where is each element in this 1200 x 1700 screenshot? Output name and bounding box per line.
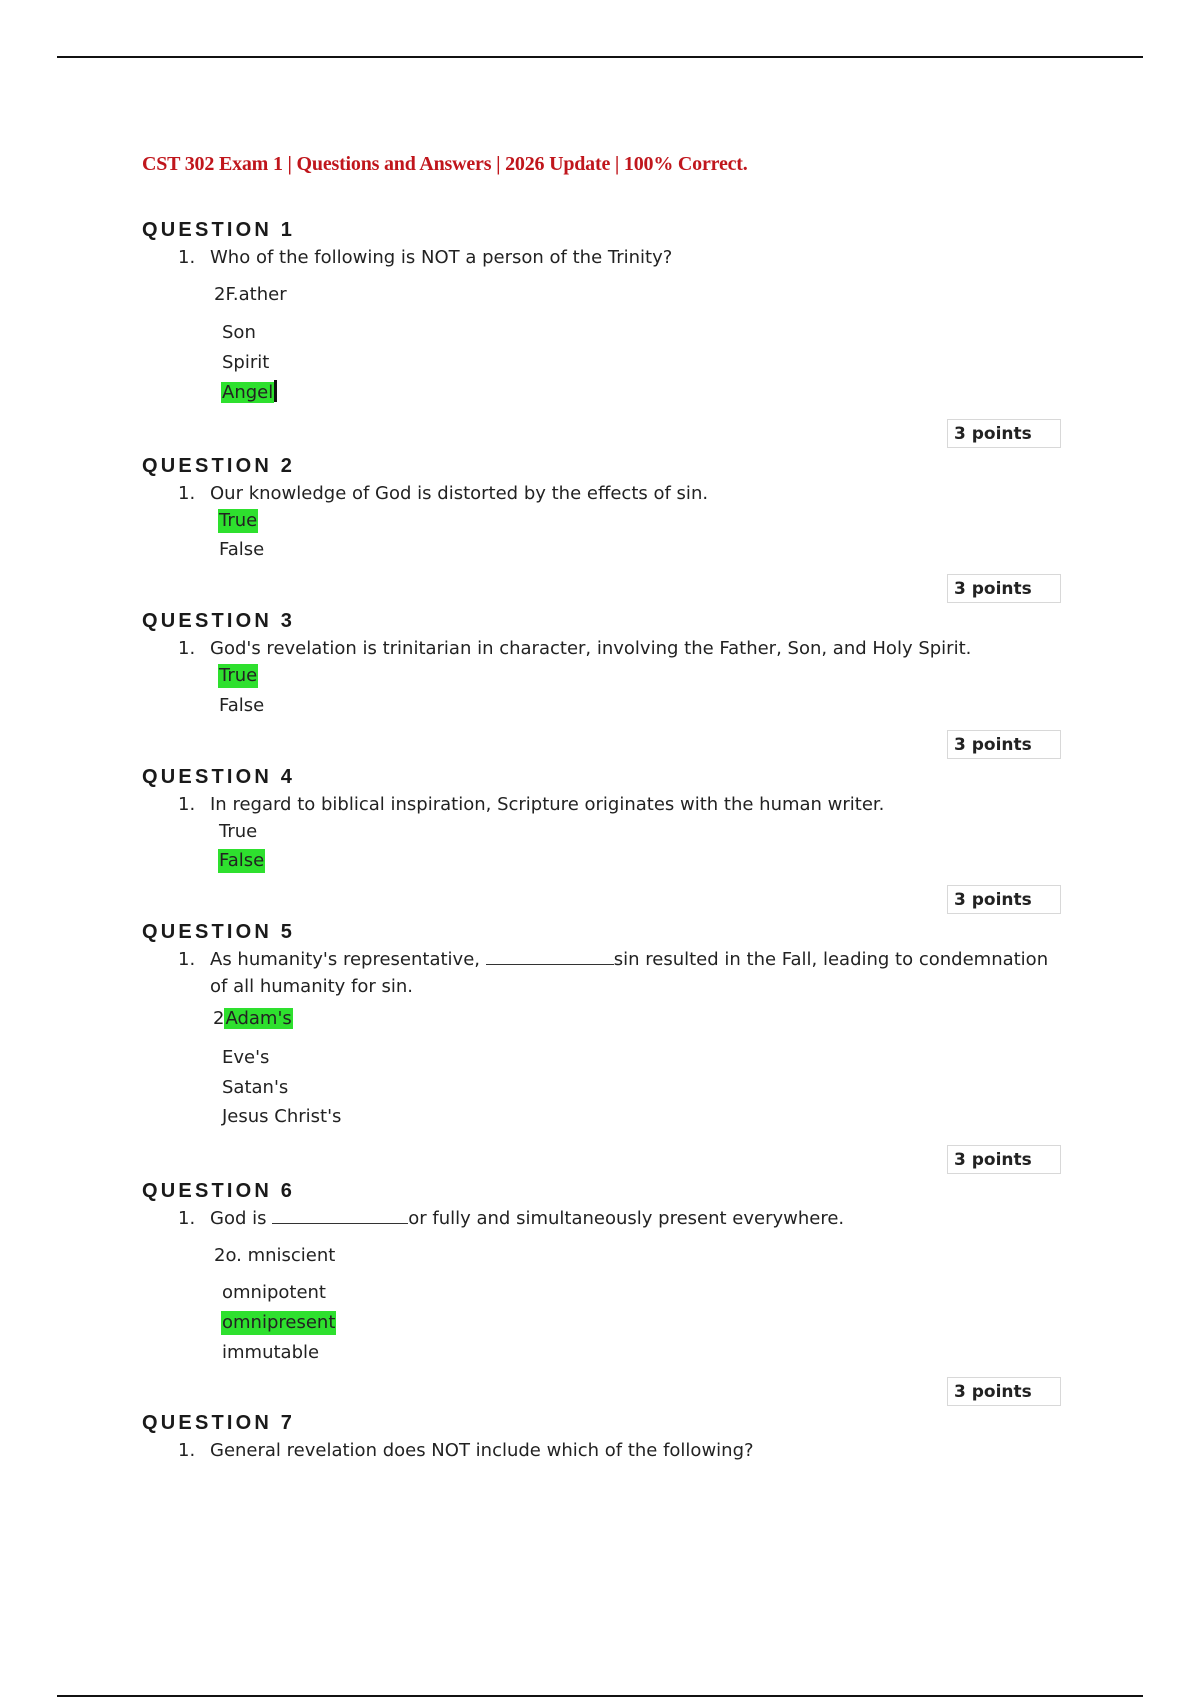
question-6-option-1[interactable]: 2o. mniscient <box>214 1245 336 1266</box>
question-1-heading: QUESTION 1 <box>142 219 296 241</box>
question-1-points: 3 points <box>947 419 1061 448</box>
question-1-option-2[interactable]: Son <box>222 322 256 343</box>
question-1-option-3[interactable]: Spirit <box>222 352 270 373</box>
fill-in-blank <box>486 950 614 965</box>
question-5-option-3[interactable]: Satan's <box>222 1077 289 1098</box>
question-4-text: In regard to biblical inspiration, Scripture originates with the human writer. <box>210 794 885 815</box>
question-1-text: Who of the following is NOT a person of the Trinity? <box>210 247 673 268</box>
question-7-stem <box>178 1437 1078 1464</box>
question-4-option-2-correct[interactable]: False <box>219 850 265 871</box>
question-6-points: 3 points <box>947 1377 1061 1406</box>
question-4-points: 3 points <box>947 885 1061 914</box>
question-2-option-2[interactable]: False <box>219 539 265 560</box>
question-4-stem <box>178 791 1078 818</box>
question-6-text-before: God is <box>210 1208 267 1229</box>
question-3-points: 3 points <box>947 730 1061 759</box>
question-1-number: 1. <box>178 247 196 268</box>
question-3-heading: QUESTION 3 <box>142 610 296 632</box>
question-1-option-1[interactable]: 2F.ather <box>214 284 287 305</box>
question-5-points: 3 points <box>947 1145 1061 1174</box>
question-7-text: General revelation does NOT include which of the following? <box>210 1440 754 1461</box>
question-5-text-line2: of all humanity for sin. <box>210 976 414 997</box>
question-1-option-4-correct[interactable]: Angel <box>222 382 274 403</box>
question-5-number: 1. <box>178 949 196 970</box>
question-5-option-1-correct[interactable]: Adam's <box>225 1008 292 1029</box>
question-6-text-after: or fully and simultaneously present everywhere. <box>408 1208 845 1229</box>
question-5-stem <box>178 946 1078 1000</box>
question-6-heading: QUESTION 6 <box>142 1180 296 1202</box>
question-5-option-2[interactable]: Eve's <box>222 1047 270 1068</box>
question-2-text: Our knowledge of God is distorted by the effects of sin. <box>210 483 709 504</box>
question-5-text-before: As humanity's representative, <box>210 949 480 970</box>
question-4-number: 1. <box>178 794 196 815</box>
question-2-stem <box>178 480 1078 507</box>
option-prefix: 2 <box>213 1008 225 1029</box>
footer-rule <box>57 1695 1143 1697</box>
question-6-option-3-correct[interactable]: omnipresent <box>222 1312 336 1333</box>
question-1-option-4-wrap[interactable] <box>221 380 277 405</box>
question-5-option-4[interactable]: Jesus Christ's <box>222 1106 342 1127</box>
header-rule <box>57 56 1143 58</box>
question-4-heading: QUESTION 4 <box>142 766 296 788</box>
text-cursor <box>274 380 277 402</box>
question-3-number: 1. <box>178 638 196 659</box>
question-6-stem <box>178 1205 1078 1232</box>
question-7-heading: QUESTION 7 <box>142 1412 296 1434</box>
document-title: CST 302 Exam 1 | Questions and Answers | 2026 Update | 100% Correct. <box>142 153 748 175</box>
question-5-option-1-wrap[interactable] <box>213 1007 293 1031</box>
question-6-option-4[interactable]: immutable <box>222 1342 320 1363</box>
question-2-points: 3 points <box>947 574 1061 603</box>
question-7-number: 1. <box>178 1440 196 1461</box>
question-1-stem <box>178 244 1078 271</box>
question-2-option-1-correct[interactable]: True <box>219 510 258 531</box>
question-2-heading: QUESTION 2 <box>142 455 296 477</box>
question-5-text-after: sin resulted in the Fall, leading to condemnation <box>613 949 1049 970</box>
question-3-stem <box>178 635 1078 662</box>
question-5-heading: QUESTION 5 <box>142 921 296 943</box>
question-2-number: 1. <box>178 483 196 504</box>
fill-in-blank <box>272 1209 408 1224</box>
question-3-option-2[interactable]: False <box>219 695 265 716</box>
question-3-option-1-correct[interactable]: True <box>219 665 258 686</box>
question-4-option-1[interactable]: True <box>219 821 258 842</box>
question-6-option-2[interactable]: omnipotent <box>222 1282 326 1303</box>
question-6-number: 1. <box>178 1208 196 1229</box>
question-3-text: God's revelation is trinitarian in character, involving the Father, Son, and Holy Spirit. <box>210 638 972 659</box>
